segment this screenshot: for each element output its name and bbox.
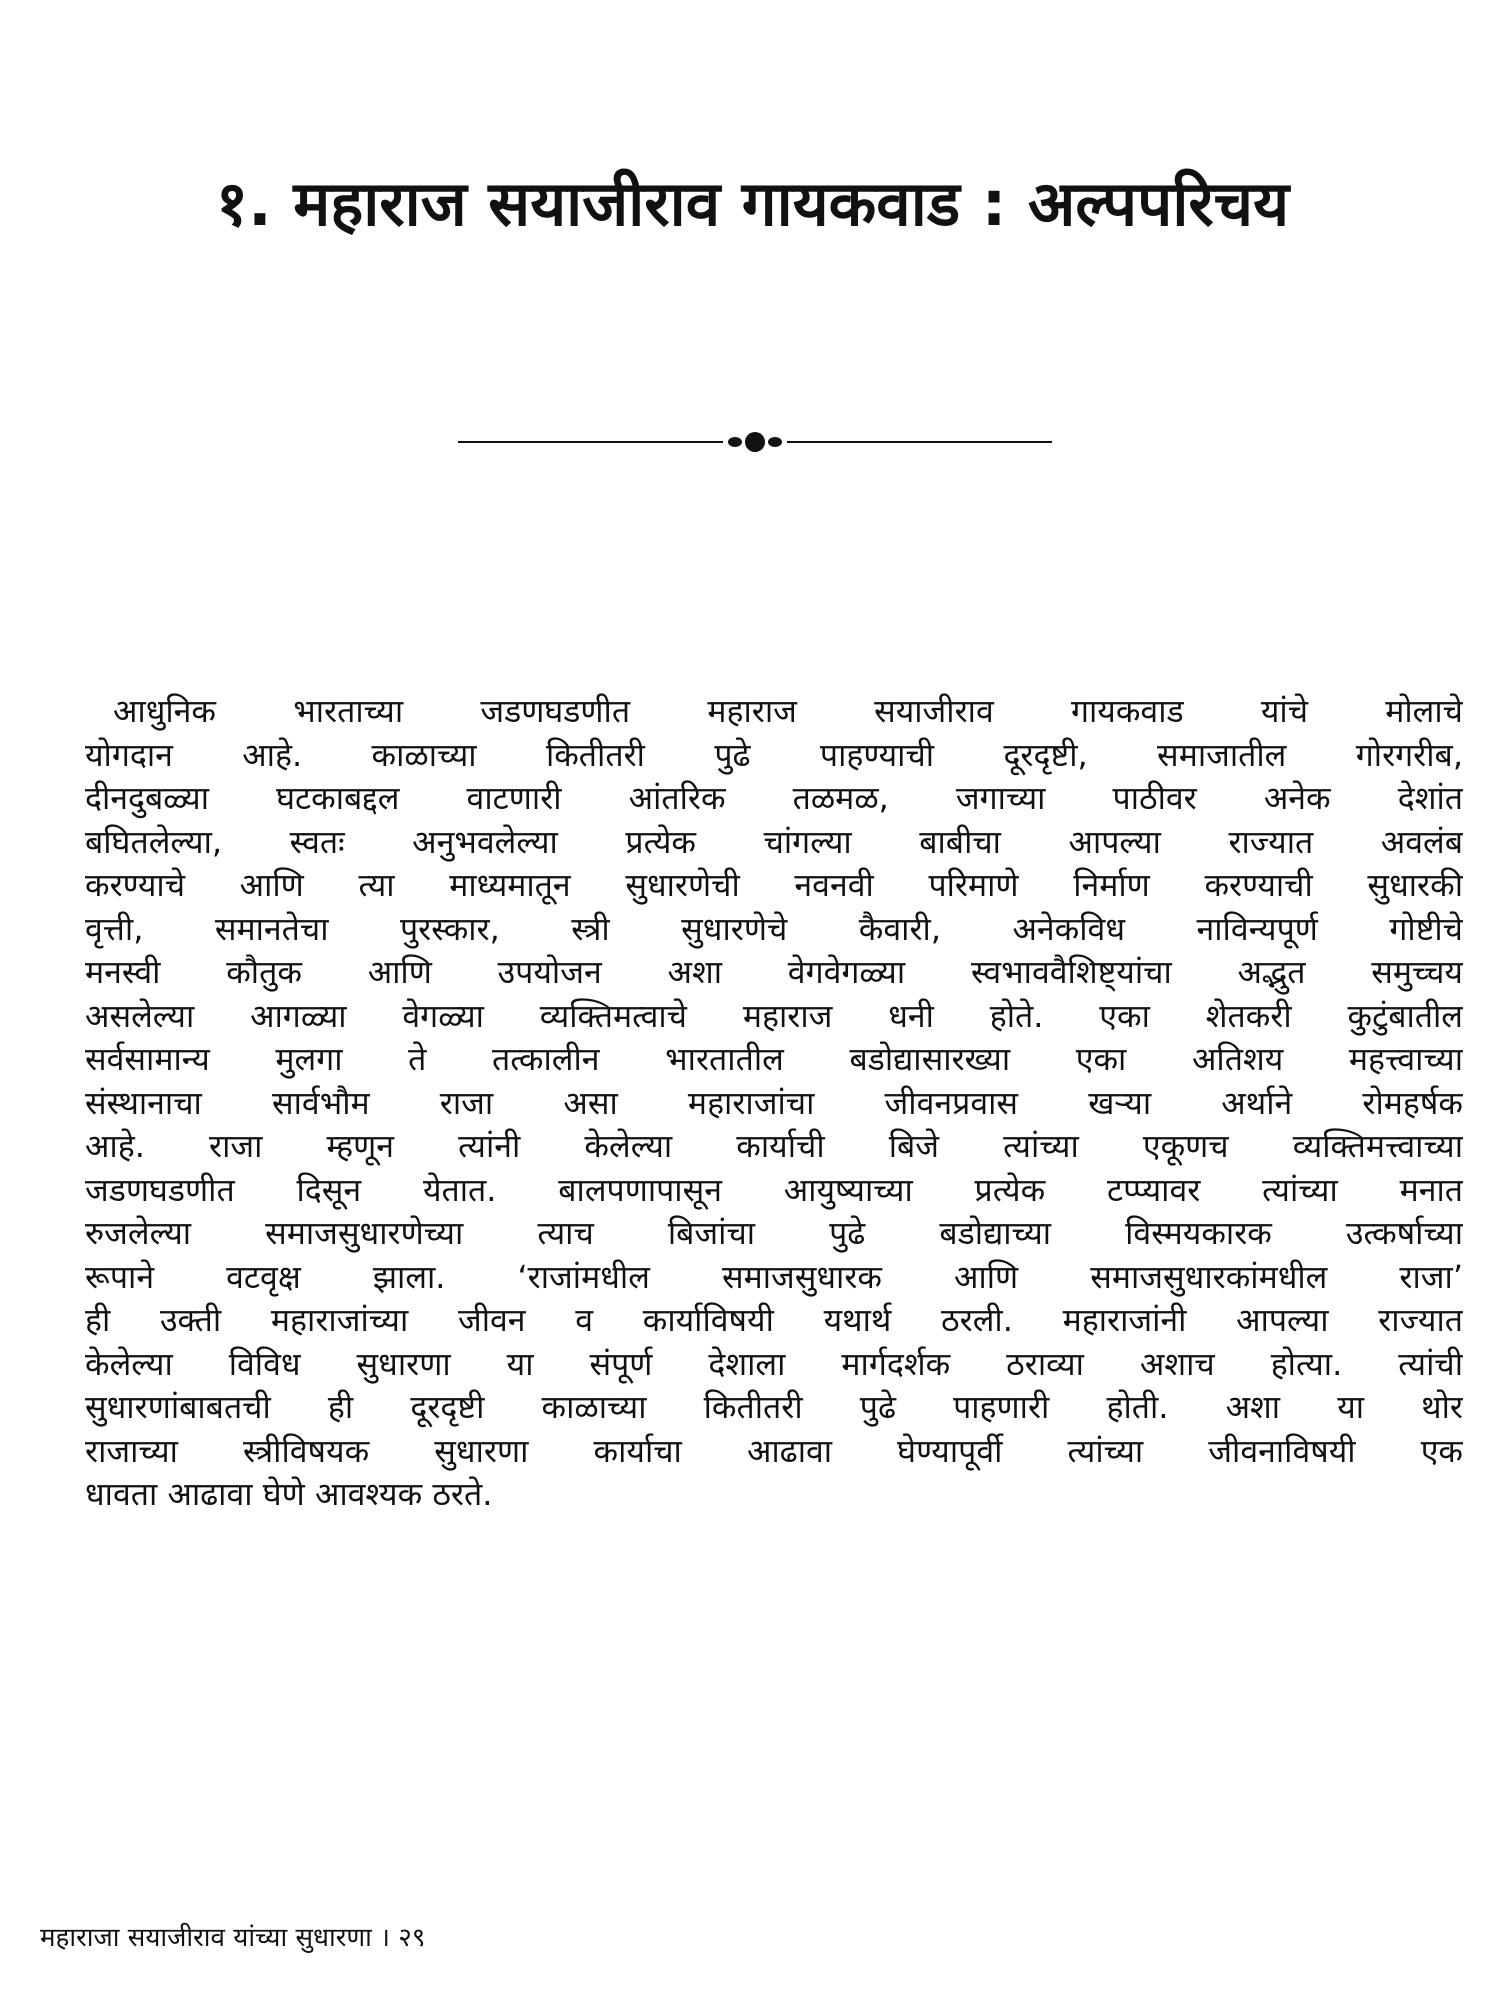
text-line: जडणघडणीत दिसून येतात. बालपणापासून आयुष्याच्या प्रत्येक टप्प्यावर त्यांच्या मनात [85, 1170, 1463, 1209]
text-line: केलेल्या विविध सुधारणा या संपूर्ण देशाला मार्गदर्शक ठराव्या अशाच होत्या. त्यांची [85, 1344, 1463, 1383]
text-line: दीनदुबळ्या घटकाबद्दल वाटणारी आंतरिक तळमळ, जगाच्या पाठीवर अनेक देशांत [85, 779, 1463, 817]
text-line: आधुनिक भारताच्या जडणघडणीत महाराज सयाजीराव गायकवाड यांचे मोलाचे [113, 692, 1463, 730]
text-line: रुजलेल्या समाजसुधारणेच्या त्याच बिजांचा पुढे बडोद्याच्या विस्मयकारक उत्कर्षाच्या [85, 1214, 1463, 1252]
text-line: असलेल्या आगळ्या वेगळ्या व्यक्तिमत्वाचे महाराज धनी होते. एका शेतकरी कुटुंबातील [85, 996, 1463, 1035]
ornament-divider [458, 432, 1052, 452]
text-line: बघितलेल्या, स्वतः अनुभवलेल्या प्रत्येक चांगल्या बाबीचा आपल्या राज्यात अवलंब [85, 822, 1463, 861]
text-line: सर्वसामान्य मुलगा ते तत्कालीन भारतातील बडोद्यासारख्या एका अतिशय महत्त्वाच्या [85, 1040, 1463, 1078]
body-paragraph [85, 690, 1463, 1517]
text-line: योगदान आहे. काळाच्या कितीतरी पुढे पाहण्याची दूरदृष्टी, समाजातील गोरगरीब, [85, 735, 1463, 774]
text-line: ही उक्ती महाराजांच्या जीवन व कार्याविषयी यथार्थ ठरली. महाराजांनी आपल्या राज्यात [85, 1301, 1463, 1339]
text-line: रूपाने वटवृक्ष झाला. ‘राजांमधील समाजसुधारक आणि समाजसुधारकांमधील राजा’ [85, 1257, 1463, 1296]
chapter-title: १. महाराज सयाजीराव गायकवाड : अल्पपरिचय [215, 167, 1290, 240]
text-line: करण्याचे आणि त्या माध्यमातून सुधारणेची नवनवी परिमाणे निर्माण करण्याची सुधारकी [85, 866, 1463, 904]
text-line: आहे. राजा म्हणून त्यांनी केलेल्या कार्याची बिजे त्यांच्या एकूणच व्यक्तिमत्त्वाच्या [85, 1127, 1463, 1165]
text-line: मनस्वी कौतुक आणि उपयोजन अशा वेगवेगळ्या स्वभाववैशिष्ट्यांचा अद्भुत समुच्चय [85, 953, 1463, 991]
footer-separator: । [380, 1923, 391, 1953]
text-line: धावता आढावा घेणे आवश्यक ठरते. [85, 1475, 493, 1513]
page-footer [40, 1918, 425, 1954]
text-line: सुधारणांबाबतची ही दूरदृष्टी काळाच्या कितीतरी पुढे पाहणारी होती. अशा या थोर [85, 1388, 1463, 1426]
text-line: राजाच्या स्त्रीविषयक सुधारणा कार्याचा आढावा घेण्यापूर्वी त्यांच्या जीवनाविषयी एक [85, 1431, 1463, 1470]
footer-book-title: महाराजा सयाजीराव यांच्या सुधारणा [40, 1923, 372, 1953]
page-number: २९ [398, 1923, 426, 1953]
text-line: संस्थानाचा सार्वभौम राजा असा महाराजांचा जीवनप्रवास खऱ्या अर्थाने रोमहर्षक [85, 1083, 1463, 1122]
text-line: वृत्ती, समानतेचा पुरस्कार, स्त्री सुधारणेचे कैवारी, अनेकविध नाविन्यपूर्ण गोष्टीचे [85, 909, 1463, 948]
